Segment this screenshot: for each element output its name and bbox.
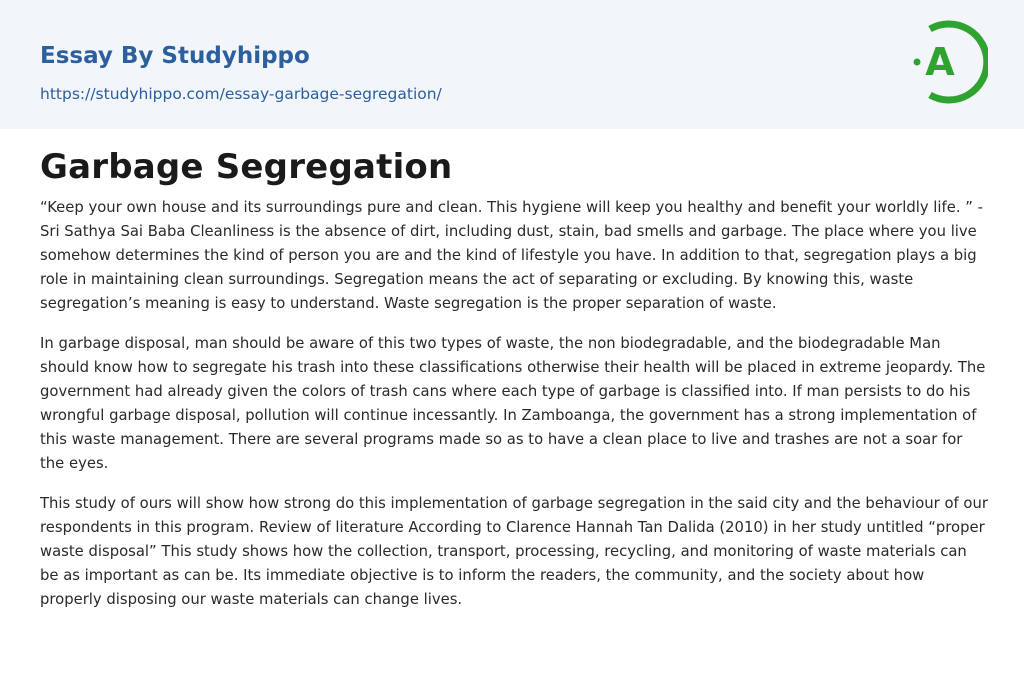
essay-paragraph-2: In garbage disposal, man should be aware of this two types of waste, the non biodegradable, and the biodegradable Man should know how to segregate his trash into these classifications otherwise their health will be placed in extreme jeopardy. The government had already given the colors of trash cans where each type of garbage is classified into. If man persists to do his wrongful garbage disposal, pollution will continue incessantly. In Zamboanga, the government has a strong implementation of this waste management. There are several programs made so as to have a clean place to live and trashes are not a soar for the eyes. <box>40 335 986 472</box>
site-header <box>0 0 1024 129</box>
essay-paragraph-1: “Keep your own house and its surroundings pure and clean. This hygiene will keep you healthy and benefit your worldly life. ” -Sri Sathya Sai Baba Cleanliness is the absence of dirt, including dust, stain, bad smells and garbage. The place where you live somehow determines the kind of person you are and the kind of lifestyle you have. In addition to that, segregation plays a big role in maintaining clean surroundings. Segregation means the act of separating or excluding. By knowing this, waste segregation’s meaning is easy to understand. Waste segregation is the proper separation of waste. <box>40 199 983 312</box>
essay-title: Garbage Segregation <box>40 147 453 187</box>
essay-url-link[interactable]: https://studyhippo.com/essay-garbage-segregation/ <box>40 85 442 103</box>
studyhippo-logo-icon[interactable] <box>910 18 988 106</box>
essay-content <box>40 144 988 628</box>
essay-paragraph-3: This study of ours will show how strong do this implementation of garbage segregation in the said city and the behaviour of our respondents in this program. Review of literature According to Clarence Hannah Tan Dalida (2010) in her study untitled “proper waste disposal” This study shows how the collection, transport, processing, recycling, and monitoring of waste materials can be as important as can be. Its immediate objective is to inform the readers, the community, and the society about how properly disposing our waste materials can change lives. <box>40 495 988 608</box>
site-title[interactable]: Essay By Studyhippo <box>40 43 310 69</box>
logo-letter: A <box>925 40 955 84</box>
